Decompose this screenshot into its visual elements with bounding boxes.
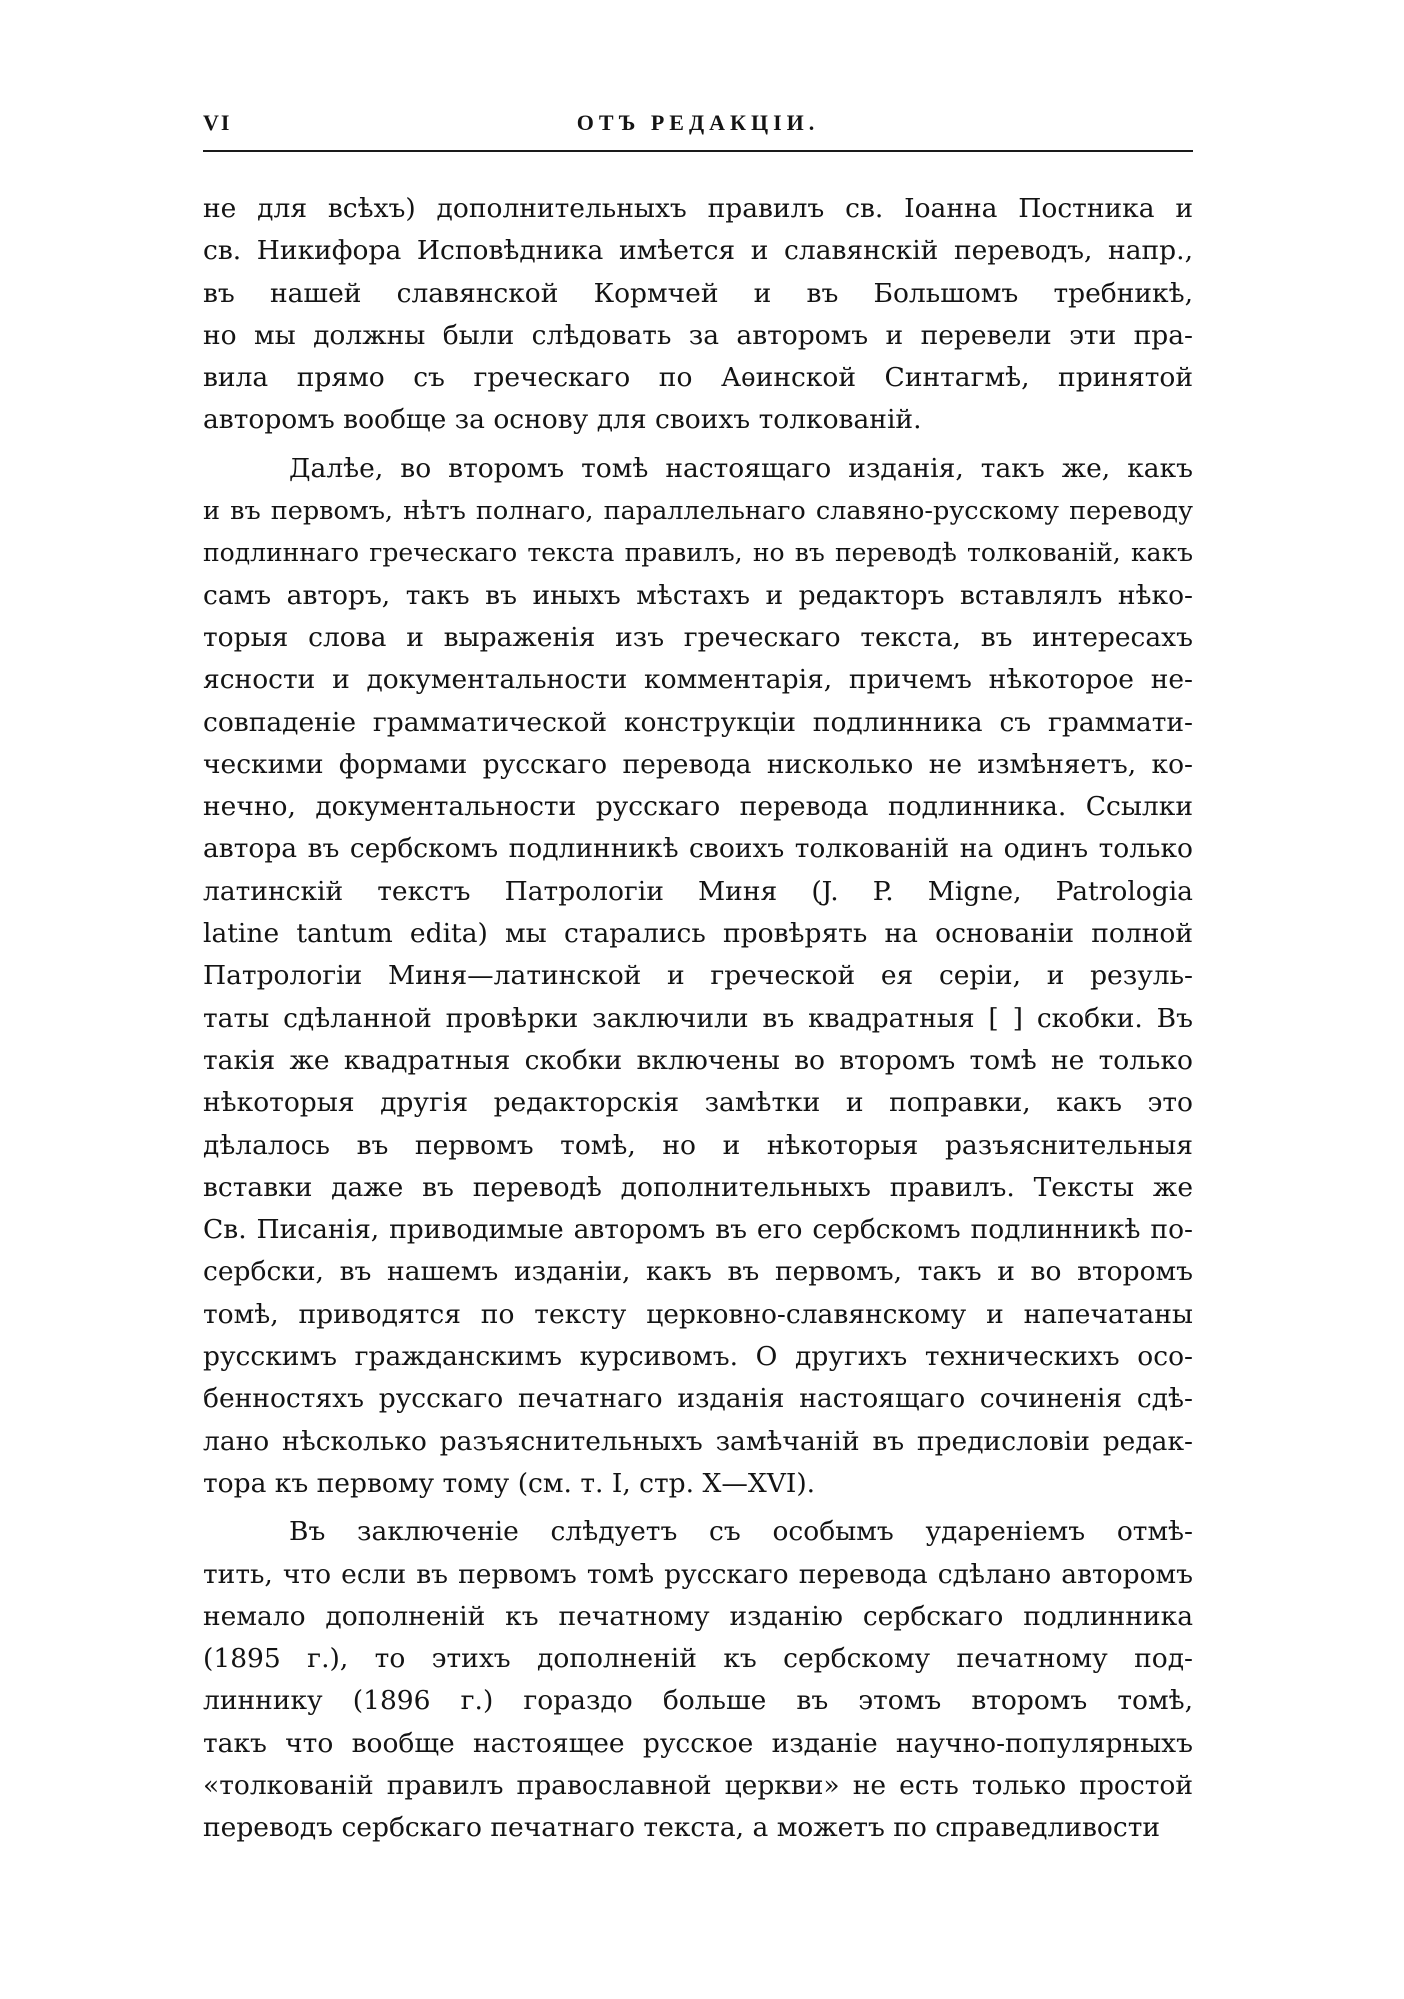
text-line: такъ что вообще настоящее русское изданіе научно-популярныхъ — [203, 1727, 1193, 1759]
text-line: бенностяхъ русскаго печатнаго изданія настоящаго сочиненія сдѣ- — [203, 1383, 1193, 1415]
running-title: ОТЪ РЕДАКЦІИ. — [576, 110, 820, 135]
text-line: въ нашей славянской Кормчей и въ Большомъ требникѣ, — [203, 277, 1193, 309]
text-line: ческими формами русскаго перевода нисколько не измѣняетъ, ко- — [203, 748, 1193, 780]
text-line: торыя слова и выраженія изъ греческаго текста, въ интересахъ — [203, 621, 1193, 653]
text-line: не для всѣхъ) дополнительныхъ правилъ св. Іоанна Постника и — [203, 193, 1193, 224]
paragraph — [203, 448, 1193, 1505]
text-line: (1895 г.), то этихъ дополненій къ сербскому печатному под- — [203, 1643, 1193, 1675]
text-line: таты сдѣланной провѣрки заключили въ квадратныя [ ] скобки. Въ — [203, 1002, 1193, 1034]
page-number: VI — [203, 110, 232, 135]
text-line: но мы должны были слѣдовать за авторомъ и перевели эти пра- — [203, 319, 1193, 351]
text-line: нечно, документальности русскаго перевода подлинника. Ссылки — [203, 791, 1193, 823]
text-line: Патрологіи Миня—латинской и греческой ея серіи, и резуль- — [203, 960, 1193, 992]
text-line: русскимъ гражданскимъ курсивомъ. О другихъ техническихъ осо- — [203, 1341, 1193, 1373]
text-line: latine tantum edita) мы старались провѣрять на основаніи полной — [203, 918, 1193, 950]
body-text — [203, 188, 1193, 1850]
text-line: самъ авторъ, такъ въ иныхъ мѣстахъ и редакторъ вставлялъ нѣко- — [203, 579, 1193, 611]
text-line: Св. Писанія, приводимые авторомъ въ его сербскомъ подлинникѣ по- — [203, 1214, 1193, 1246]
text-line: лано нѣсколько разъяснительныхъ замѣчаній въ предисловіи редак- — [203, 1425, 1193, 1457]
text-line: совпаденіе грамматической конструкціи подлинника съ граммати- — [203, 706, 1193, 738]
text-line: латинскій текстъ Патрологіи Миня (J. P. Migne, Patrologia — [203, 875, 1193, 907]
text-line: нѣкоторыя другія редакторскія замѣтки и поправки, какъ это — [203, 1087, 1193, 1119]
text-line: Въ заключеніе слѣдуетъ съ особымъ удареніемъ отмѣ- — [289, 1516, 1193, 1548]
text-line: тить, что если въ первомъ томѣ русскаго перевода сдѣлано авторомъ — [203, 1558, 1193, 1590]
text-line: сербски, въ нашемъ изданіи, какъ въ первомъ, такъ и во второмъ — [203, 1256, 1193, 1288]
text-line: линнику (1896 г.) гораздо больше въ этомъ второмъ томѣ, — [203, 1685, 1193, 1717]
header-rule — [203, 150, 1193, 152]
text-line: томѣ, приводятся по тексту церковно-славянскому и напечатаны — [203, 1298, 1193, 1330]
text-line: вила прямо съ греческаго по Аѳинской Синтагмѣ, принятой — [203, 362, 1193, 394]
text-line: Далѣе, во второмъ томѣ настоящаго изданія, такъ же, какъ — [289, 452, 1193, 484]
text-line: ясности и документальности комментарія, причемъ нѣкоторое не- — [203, 664, 1193, 696]
text-line: авторомъ вообще за основу для своихъ толкованій. — [203, 404, 922, 436]
paragraph — [203, 188, 1193, 442]
text-line: тора къ первому тому (см. т. I, стр. X—XVI). — [203, 1467, 816, 1499]
text-line: дѣлалось въ первомъ томѣ, но и нѣкоторыя разъяснительныя — [203, 1129, 1193, 1161]
text-line: такія же квадратныя скобки включены во второмъ томѣ не только — [203, 1044, 1193, 1076]
text-line: вставки даже въ переводѣ дополнительныхъ правилъ. Тексты же — [203, 1171, 1193, 1203]
text-line: подлиннаго греческаго текста правилъ, но въ переводѣ толкованій, какъ — [203, 538, 1193, 568]
paragraph — [203, 1511, 1193, 1849]
text-line: и въ первомъ, нѣтъ полнаго, параллельнаго славяно-русскому переводу — [203, 496, 1193, 527]
text-line: «толкованій правилъ православной церкви» не есть только простой — [203, 1769, 1193, 1801]
text-line: автора въ сербскомъ подлинникѣ своихъ толкованій на одинъ только — [203, 833, 1193, 865]
text-line: св. Никифора Исповѣдника имѣется и славянскій переводъ, напр., — [203, 235, 1193, 267]
text-line: переводъ сербскаго печатнаго текста, а можетъ по справедливости — [203, 1812, 1161, 1844]
text-line: немало дополненій къ печатному изданію сербскаго подлинника — [203, 1600, 1193, 1632]
